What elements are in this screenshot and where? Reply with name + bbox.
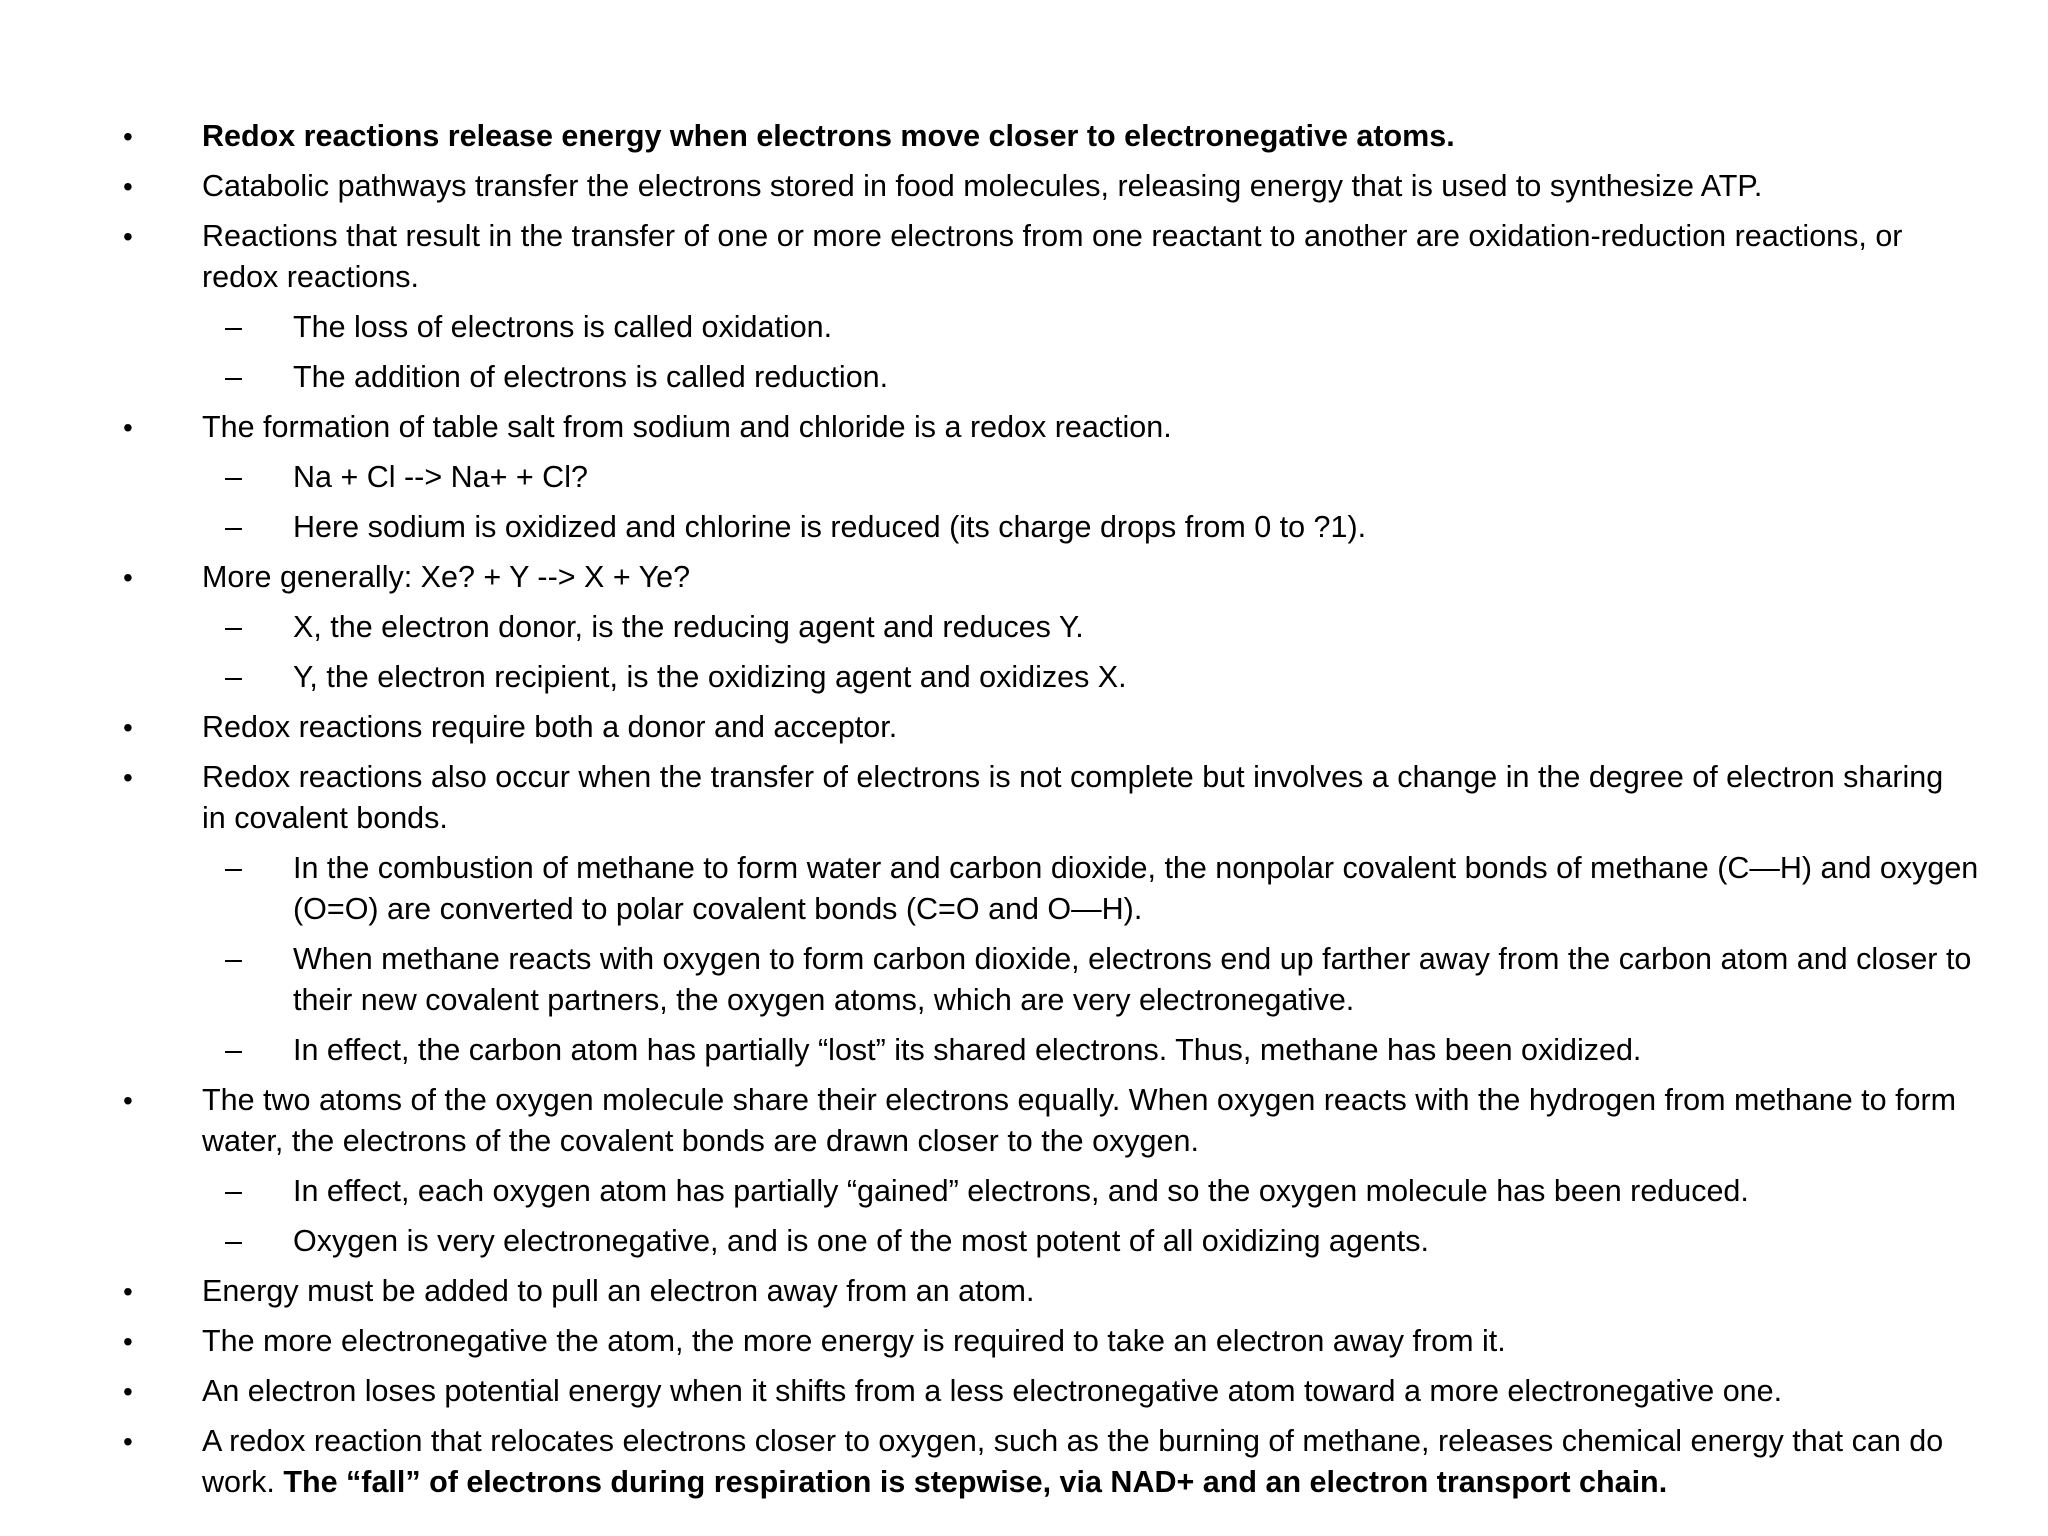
sub-list-item xyxy=(0,657,2048,698)
sub-list-item xyxy=(0,1030,2048,1071)
list-item-text: Reactions that result in the transfer of one or more electrons from one reactant to another are oxidation-reduction reactions, or redox reactions. xyxy=(202,219,1903,294)
bullet-marker: • xyxy=(123,712,133,743)
dash-marker: – xyxy=(225,1174,242,1208)
sub-list-item-text: In the combustion of methane to form water and carbon dioxide, the nonpolar covalent bonds of methane (C—H) and oxygen (O=O) are converted to polar covalent bonds (C=O and O—H). xyxy=(293,851,1979,926)
list-item xyxy=(0,1371,2048,1412)
list-item-text xyxy=(202,1421,1972,1503)
bullet-marker: • xyxy=(123,1085,133,1116)
list-item-text: The two atoms of the oxygen molecule share their electrons equally. When oxygen reacts with the hydrogen from methane to form water, the electrons of the covalent bonds are drawn closer to the oxygen. xyxy=(202,1083,1957,1158)
dash-marker: – xyxy=(225,360,242,394)
list-item-text: Catabolic pathways transfer the electrons stored in food molecules, releasing energy that is used to synthesize ATP. xyxy=(202,169,1763,203)
list-item xyxy=(0,1421,2048,1503)
dash-marker: – xyxy=(225,460,242,494)
list-item xyxy=(0,757,2048,839)
list-item-text: Redox reactions also occur when the transfer of electrons is not complete but involves a change in the degree of electron sharing in covalent bonds. xyxy=(202,760,1944,835)
sub-list-item-text: In effect, the carbon atom has partially “lost” its shared electrons. Thus, methane has been oxidized. xyxy=(293,1033,1642,1067)
sub-list-item-text: Oxygen is very electronegative, and is one of the most potent of all oxidizing agents. xyxy=(293,1224,1429,1258)
sub-list-item-text: X, the electron donor, is the reducing agent and reduces Y. xyxy=(293,610,1084,644)
bullet-marker: • xyxy=(123,762,133,793)
document-body xyxy=(0,116,2048,1512)
list-item-text-plain: A redox reaction that relocates electrons closer to oxygen, such as the burning of methane, releases chemical energy that can do work. xyxy=(202,1424,1944,1499)
bullet-marker: • xyxy=(123,121,133,152)
list-item-text: An electron loses potential energy when it shifts from a less electronegative atom toward a more electronegative one. xyxy=(202,1374,1783,1408)
sub-list-item-text: The loss of electrons is called oxidation. xyxy=(293,310,833,344)
bullet-marker: • xyxy=(123,1376,133,1407)
list-item-text: More generally: Xe? + Y --> X + Ye? xyxy=(202,560,691,594)
list-item xyxy=(0,216,2048,298)
bullet-marker: • xyxy=(123,412,133,443)
sub-list-item xyxy=(0,607,2048,648)
sub-list-item xyxy=(0,457,2048,498)
sub-list-item-text: The addition of electrons is called reduction. xyxy=(293,360,889,394)
sub-list-item-text: Here sodium is oxidized and chlorine is reduced (its charge drops from 0 to ?1). xyxy=(293,510,1367,544)
list-item xyxy=(0,557,2048,598)
sub-list-item xyxy=(0,307,2048,348)
list-item-text: Redox reactions release energy when electrons move closer to electronegative atoms. xyxy=(202,119,1455,153)
bullet-marker: • xyxy=(123,1426,133,1457)
sub-list-item-text: Na + Cl --> Na+ + Cl? xyxy=(293,460,588,494)
dash-marker: – xyxy=(225,660,242,694)
sub-list-item xyxy=(0,939,2048,1021)
sub-list-item xyxy=(0,1221,2048,1262)
sub-list-item-text: In effect, each oxygen atom has partially “gained” electrons, and so the oxygen molecule has been reduced. xyxy=(293,1174,1749,1208)
list-item-text: The formation of table salt from sodium and chloride is a redox reaction. xyxy=(202,410,1172,444)
list-item xyxy=(0,1080,2048,1162)
sub-list-item xyxy=(0,507,2048,548)
dash-marker: – xyxy=(225,310,242,344)
list-item xyxy=(0,116,2048,157)
list-item xyxy=(0,407,2048,448)
bullet-marker: • xyxy=(123,1326,133,1357)
dash-marker: – xyxy=(225,851,242,885)
list-item-text: Redox reactions require both a donor and acceptor. xyxy=(202,710,898,744)
dash-marker: – xyxy=(225,610,242,644)
bullet-marker: • xyxy=(123,1276,133,1307)
dash-marker: – xyxy=(225,942,242,976)
bullet-marker: • xyxy=(123,562,133,593)
list-item xyxy=(0,1271,2048,1312)
list-item-text: The more electronegative the atom, the more energy is required to take an electron away from it. xyxy=(202,1324,1506,1358)
sub-list-item xyxy=(0,357,2048,398)
dash-marker: – xyxy=(225,1033,242,1067)
bullet-marker: • xyxy=(123,221,133,252)
sub-list-item xyxy=(0,848,2048,930)
sub-list-item xyxy=(0,1171,2048,1212)
sub-list-item-text: When methane reacts with oxygen to form carbon dioxide, electrons end up farther away from the carbon atom and closer to their new covalent partners, the oxygen atoms, which are very electronegative. xyxy=(293,942,1972,1017)
list-item xyxy=(0,707,2048,748)
list-item-text-bold: The “fall” of electrons during respiration is stepwise, via NAD+ and an electron transport chain. xyxy=(283,1465,1668,1499)
bullet-marker: • xyxy=(123,171,133,202)
list-item xyxy=(0,1321,2048,1362)
dash-marker: – xyxy=(225,1224,242,1258)
list-item xyxy=(0,166,2048,207)
sub-list-item-text: Y, the electron recipient, is the oxidizing agent and oxidizes X. xyxy=(293,660,1127,694)
dash-marker: – xyxy=(225,510,242,544)
list-item-text: Energy must be added to pull an electron away from an atom. xyxy=(202,1274,1035,1308)
